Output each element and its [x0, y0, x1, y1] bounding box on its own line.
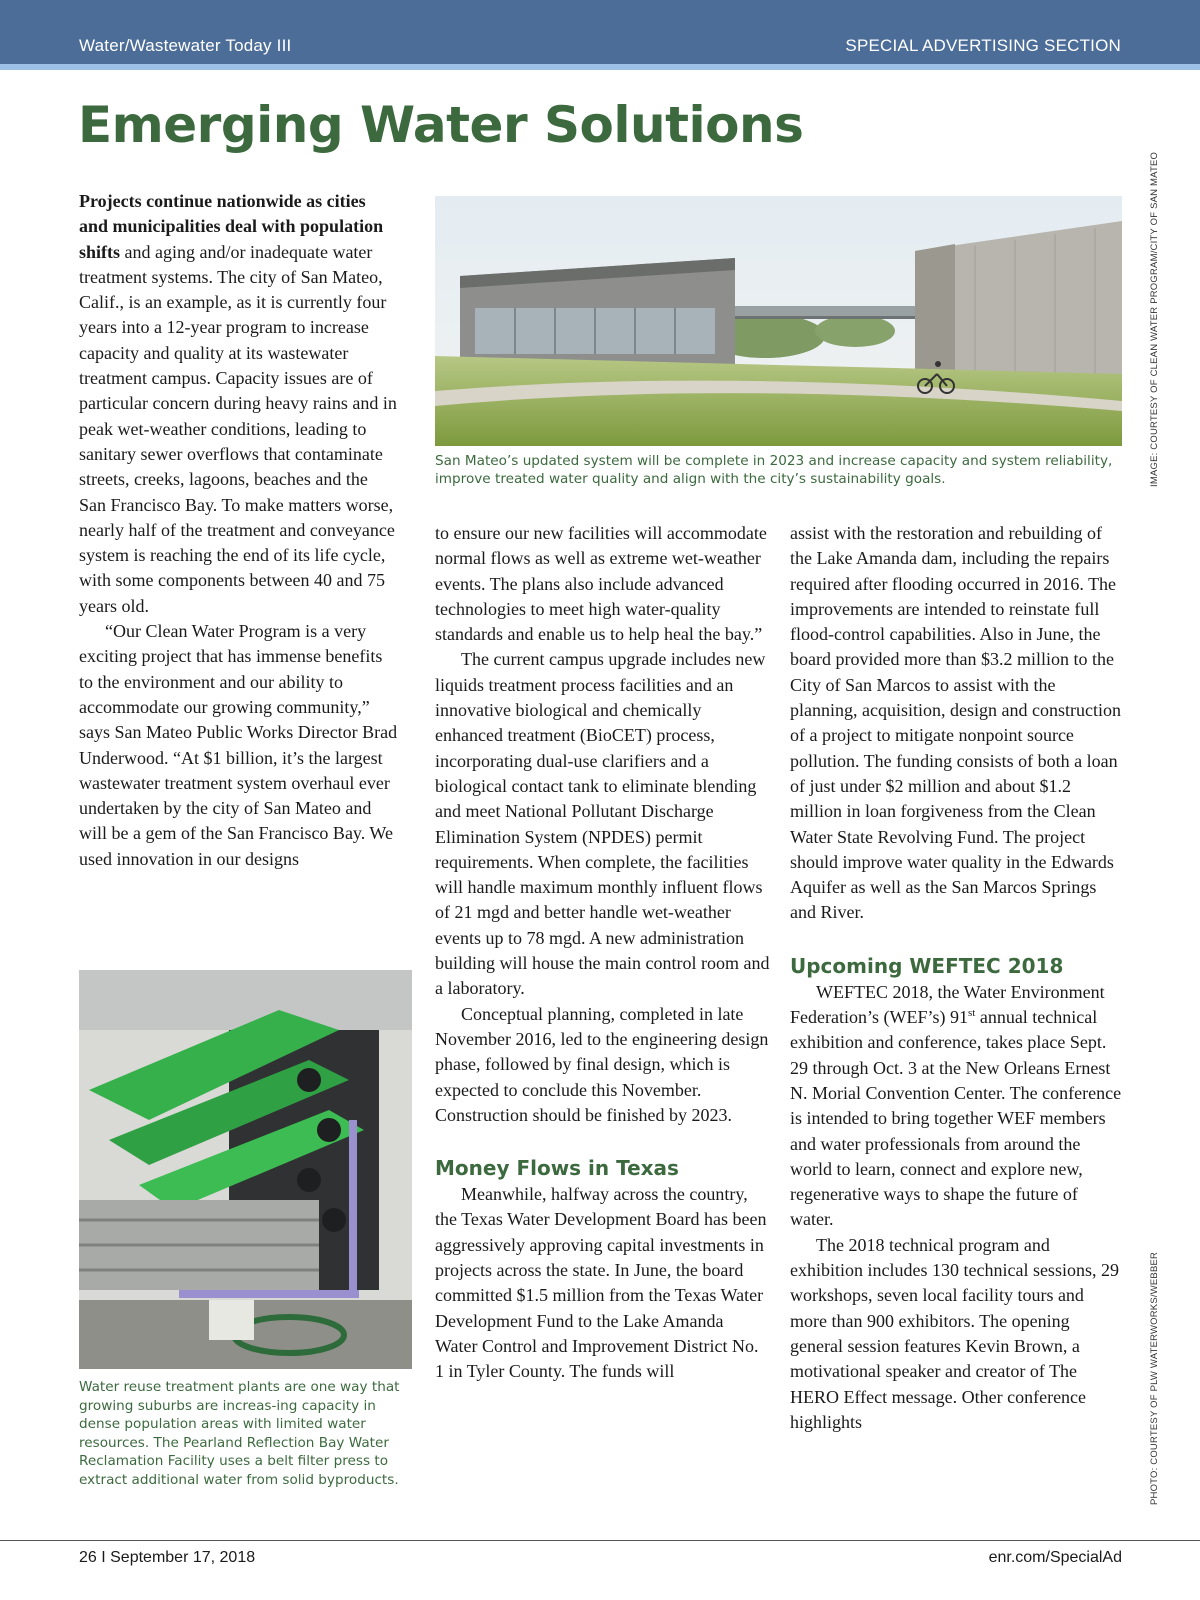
bottom-image-caption: Water reuse treatment plants are one way that growing suburbs are increas-ing capacity in dense population areas with limited water resources. The Pearland Reflection Bay Water Reclamation Facility uses a belt filter press to extract additional water from solid byproducts. — [79, 1379, 400, 1488]
lead-bold: Projects continue nationwide as cities and municipalities deal with population shifts — [79, 191, 384, 262]
paragraph: to ensure our new facilities will accommodate normal flows as well as extreme wet-weather events. The plans also include advanced technologies to meet high water-quality standards and enable us to help heal the bay.” — [435, 523, 767, 645]
facility-illustration — [435, 196, 1122, 446]
paragraph: Conceptual planning, completed in late November 2016, led to the engineering design phase, followed by final design, which is expected to conclude this November. Construction should be finished by 2023. — [435, 1003, 769, 1125]
article-column-1 — [79, 189, 399, 872]
lead-paragraph — [79, 189, 399, 619]
belt-press-illustration — [79, 970, 412, 1369]
subheading-money-flows: Money Flows in Texas — [435, 1156, 679, 1181]
top-image-credit: IMAGE: COURTESY OF CLEAN WATER PROGRAM/CITY OF SAN MATEO — [1149, 151, 1160, 487]
section-label: SPECIAL ADVERTISING SECTION — [845, 36, 1121, 55]
header-bar — [0, 0, 1200, 64]
bottom-image-credit: PHOTO: COURTESY OF PLW WATERWORKS/WEBBER — [1149, 1251, 1160, 1505]
article-column-3 — [790, 521, 1122, 1435]
paragraph — [790, 980, 1122, 1233]
belt-filter-press-photo — [79, 970, 412, 1369]
top-image-caption: San Mateo’s updated system will be complete in 2023 and increase capacity and system reliability, improve treated water quality and align with the city’s sustainability goals. — [435, 453, 1113, 487]
paragraph: The current campus upgrade includes new liquids treatment process facilities and an innovative biological and chemically enhanced treatment (BioCET) process, incorporating dual-use clarifiers and a biological contact tank to eliminate blending and meet National Pollutant Discharge Elimination System (NPDES) permit requirements. When complete, the facilities will handle maximum monthly influent flows of 21 mgd and better handle wet-weather events up to 78 mgd. A new administration building will house the main control room and a laboratory. — [435, 649, 770, 999]
article-column-2 — [435, 521, 770, 1385]
ordinal-suffix: st — [967, 1007, 976, 1020]
paragraph: The 2018 technical program and exhibition includes 130 technical sessions, 29 workshops, seven local facility tours and more than 900 exhibitors. The opening general session features Kevin Brown, a motivational speaker and creator of The HERO Effect message. Other conference highlights — [790, 1234, 1119, 1432]
paragraph: “Our Clean Water Program is a very exciting project that has immense benefits to the environment and our ability to accommodate our growing community,” says San Mateo Public Works Director Brad Underwood. “At $1 billion, it’s the largest wastewater treatment system overhaul ever undertaken by the city of San Mateo and will be a gem of the San Francisco Bay. We used innovation in our designs — [79, 621, 398, 869]
page-title: Emerging Water Solutions — [78, 96, 804, 154]
publication-name: Water/Wastewater Today III — [79, 36, 292, 55]
lead-rest: and aging and/or inadequate water treatment systems. The city of San Mateo, Calif., is an example, as it is currently four years into a 12-year program to increase capacity and quality at its wastewater treatment campus. Capacity issues are of particular concern during heavy rains and in peak wet-weather conditions, leading to sanitary sewer overflows that contaminate streets, creeks, lagoons, beaches and the San Francisco Bay. To make matters worse, nearly half of the treatment and conveyance system is reaching the end of its life cycle, with some components between 40 and 75 years old. — [79, 241, 397, 616]
subheading-weftec: Upcoming WEFTEC 2018 — [790, 953, 1064, 978]
weftec-text-b: annual technical exhibition and conference, takes place Sept. 29 through Oct. 3 at the New Orleans Ernest N. Morial Convention Center. The conference is intended to bring together WEF members and water professionals from around the world to learn, connect and explore new, regenerative ways to shape the future of water. — [790, 1007, 1122, 1230]
paragraph: Meanwhile, halfway across the country, the Texas Water Development Board has been aggressively approving capital investments in projects across the state. In June, the board committed $1.5 million from the Texas Water Development Fund to the Lake Amanda Water Control and Improvement District No. 1 in Tyler County. The funds will — [435, 1184, 767, 1382]
san-mateo-rendering-image — [435, 196, 1122, 446]
footer-rule — [0, 1540, 1200, 1541]
footer-url: enr.com/SpecialAd — [988, 1549, 1122, 1566]
paragraph: assist with the restoration and rebuilding of the Lake Amanda dam, including the repairs required after flooding occurred in 2016. The improvements are intended to reinstate full flood-control capabilities. Also in June, the board provided more than $3.2 million to the City of San Marcos to assist with the planning, acquisition, design and construction of a project to mitigate nonpoint source pollution. The funding consists of both a loan of just under $2 million and about $1.2 million in loan forgiveness from the Clean Water State Revolving Fund. The project should improve water quality in the Edwards Aquifer as well as the San Marcos Springs and River. — [790, 523, 1121, 923]
weftec-text-a: WEFTEC 2018, the Water Environment Federation’s (WEF’s) 91 — [790, 981, 1105, 1028]
header-rule — [0, 64, 1200, 70]
page-number-date: 26 I September 17, 2018 — [79, 1549, 256, 1566]
